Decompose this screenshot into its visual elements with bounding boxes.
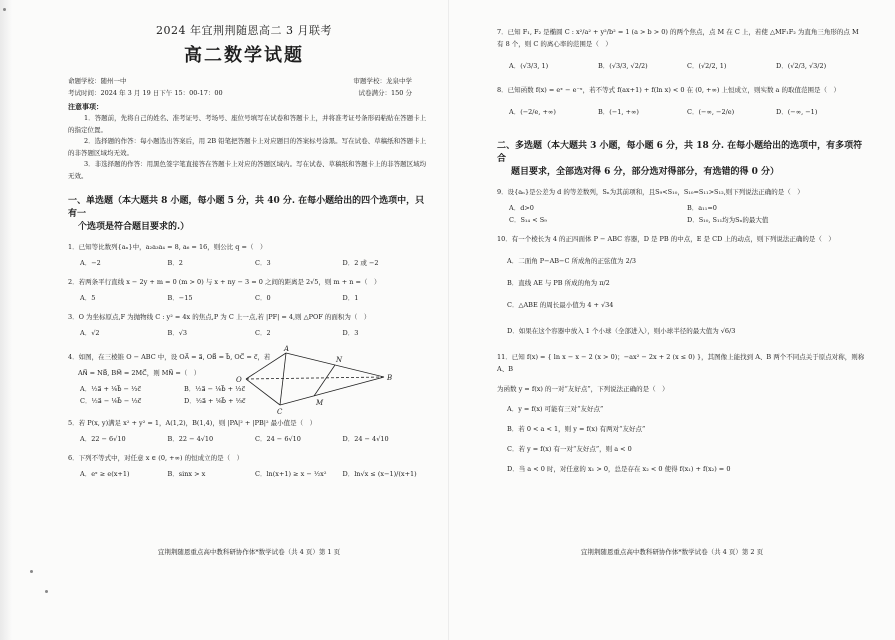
question-10-option-d: D．如果在这个容器中放入 1 个小球（全部进入），则小球半径的最大值为 √6/3 [507,327,736,335]
question-4-line2: AN⃗ = NB⃗, BM⃗ = 2MC⃗，则 MN⃗ =（ ） [78,368,201,377]
option-c: C．2 [255,328,271,337]
option-b: B．½a⃗ − ⅙b⃗ + ⅓c⃗ [184,384,246,393]
page-footer: 宜荆荆随恩重点高中教科研协作体*数学试卷（共 4 页）第 1 页 [157,548,341,556]
question-10-option-c: C．△ABE 的周长最小值为 4 + √34 [507,301,614,309]
notice-item-1: 1．答题前，先将自己的姓名、准考证号、考场号、座位号填写在试卷和答题卡上，并将准考证号条形码粘贴在答题卡上的指定位置。 [68,114,427,134]
label-n: N [336,356,343,364]
question-1: 1．已知等比数列{aₙ}中，a₂a₃a₄ = 8, a₆ = 16，则公比 q =（ ） [68,242,267,251]
question-4: 4．如图，在三棱锥 O − ABC 中，设 OA⃗ = a⃗, OB⃗ = b⃗, OC⃗ = c⃗，若 [68,352,271,361]
option-d: D．½a⃗ + ⅙b⃗ + ⅓c⃗ [184,396,246,405]
question-6: 6．下列不等式中，对任意 x ∈ (0, +∞) 的恒成立的是（ ） [68,453,244,462]
question-11-option-c: C．若 y = f(x) 有一对“友好点”，则 a < 0 [507,445,632,453]
question-1-options [68,257,430,269]
notice-title: 注意事项： [68,102,103,111]
question-9: 9．设{aₙ}是公差为 d 的等差数列，Sₙ为其前项和，且S₉<S₁₀，S₁₀=S₁₁>S₁₂,则下列说法正确的是（ ） [497,188,804,196]
option-a: A．½a⃗ + ⅙b⃗ − ⅓c⃗ [80,384,141,393]
option-a: A．(√3/3, 1) [509,62,549,70]
option-d: D．1 [342,293,359,302]
section-2-heading: 二、多选题（本大题共 3 小题，每小题 6 分，共 18 分. 在每小题给出的选项中，有多项符合 题目要求，全部选对得 6 分，部分选对得部分，有选错的得 0 分） [497,141,863,177]
question-8-options [497,106,865,118]
option-c: C．(−∞, −2/e) [687,108,735,116]
tetrahedron-figure [232,345,412,415]
exam-subject-title: 高二数学试题 [184,45,304,66]
edge-ob [246,377,384,379]
page-footer: 宜荆荆随恩重点高中教科研协作体*数学试卷（共 4 页）第 2 页 [580,548,764,556]
exam-page-2 [448,0,895,640]
option-b: B．−15 [167,293,193,302]
edge-cb [280,377,384,405]
exam-title: 2024 年宜荆荆随恩高二 3 月联考 [156,24,332,37]
exam-time: 考试时间：2024 年 3 月 19 日下午 15：00-17：00 [68,89,223,97]
edge-oa [246,353,286,379]
label-c: C [277,408,283,415]
option-d: D．(√2/3, √3/2) [776,62,827,70]
section-1-heading: 一、单选题（本大题共 8 小题，每小题 5 分，共 40 分. 在每小题给出的四个选项中，只有一 个选项是符合题目要求的.） [68,195,425,232]
question-5-options [68,433,430,445]
option-b: B．sinx > x [167,469,206,478]
question-3: 3．O 为坐标原点,F 为抛物线 C : y² = 4x 的焦点,P 为 C 上一点,若 |PF| = 4,则 △POF 的面积为（ ） [68,312,371,321]
option-b: B．22 − 4√10 [167,434,214,443]
question-11-option-d: D．当 a < 0 时，对任意的 x₁ > 0，总是存在 x₂ < 0 使得 f(x₁) + f(x₂) = 0 [507,465,731,473]
option-d: D．ln√x ≤ (x−1)/(x+1) [342,469,417,478]
label-b: B [387,374,393,382]
meta-row-1 [68,75,430,87]
option-a: A．22 − 6√10 [80,434,126,443]
option-b: B．a₁₁=0 [687,204,717,212]
edge-oc [246,379,280,405]
question-3-options [68,327,430,339]
question-11-line2: 为函数 y = f(x) 的一对“友好点”，下列说法正确的是（ ） [497,385,669,393]
notice-item-3: 3．非选择题的作答：用黑色签字笔直接答在答题卡上对应的答题区域内。写在试卷、草稿纸和答题卡上的非答题区域均无效。 [68,160,427,180]
question-7: 7．已知 F₁, F₂ 是椭圆 C : x²/a² + y²/b² = 1 (a > b > 0) 的两个焦点，点 M 在 C 上，若使 △MF₁F₂ 为直角三角形的点 M 有 8 个，则 C 的离心率的范围是（ ） [497,28,859,48]
reviewing-school: 审题学校：龙泉中学 [353,77,412,85]
question-5: 5．若 P(x, y)满足 x² + y² = 1，A(1,2)，B(1,4)，则 |PA|² + |PB|² 最小值是（ ） [68,418,317,427]
question-10-option-a: A．二面角 P−AB−C 所成角的正弦值为 2/3 [507,257,637,265]
question-7-options [497,60,865,72]
option-a: A．−2 [80,258,101,267]
question-9-options [497,202,865,226]
edge-ac [280,353,286,405]
option-a: A．√2 [80,328,100,337]
question-2: 2．若两条平行直线 x − 2y + m = 0 (m > 0) 与 x + ny − 3 = 0 之间的距离是 2√5，则 m + n =（ ） [68,277,381,286]
option-a: A．5 [80,293,96,302]
option-d: D．2 或 −2 [342,258,379,267]
option-d: D．24 − 4√10 [342,434,389,443]
question-10: 10．有一个棱长为 4 的正四面体 P − ABC 容器，D 是 PB 的中点，E 是 CD 上的动点，则下列说法正确的是（ ） [497,235,835,243]
option-c: C．24 − 6√10 [255,434,301,443]
notice-item-2: 2．选择题的作答：每小题选出答案后，用 2B 铅笔把答题卡上对应题目的答案标号涂黑。写在试卷、草稿纸和答题卡上的非答题区域均无效。 [68,137,427,157]
option-c: C．½a⃗ − ⅙b⃗ − ⅓c⃗ [80,396,142,405]
question-11-option-b: B．若 0 < a < 1，则 y = f(x) 有两对“友好点” [507,425,646,433]
label-m: M [316,399,324,407]
option-a: A．(−2/e, +∞) [509,108,556,116]
question-11-option-a: A．y = f(x) 可能有三对“友好点” [507,405,604,413]
question-8: 8．已知函数 f(x) = eˣ − e⁻ˣ，若不等式 f(ax+1) + f(ln x) < 0 在 (0, +∞) 上恒成立，则实数 a 的取值范围是（ ） [497,86,840,94]
option-d: D．(−∞, −1) [776,108,818,116]
option-c: C．(√2/2, 1) [687,62,727,70]
proposing-school: 命题学校：随州一中 [68,77,127,85]
option-d: D．3 [342,328,359,337]
option-c: C．ln(x+1) ≥ x − ½x² [255,469,327,478]
question-11: 11．已知 f(x) = { ln x − x − 2 (x > 0)；−ax² − 2x + 2 (x ≤ 0) }，其图像上能找到 A、B 两个不同点关于原点对称，则称 A、B [497,353,865,373]
question-10-option-b: B．直线 AE 与 PB 所成的角为 π/2 [507,279,610,287]
option-c: C．0 [255,293,271,302]
option-d: D．S₁₀, S₁₁均为Sₙ的最大值 [687,216,769,224]
question-6-options [68,468,430,480]
option-a: A．eˣ ≥ e(x+1) [80,469,130,478]
option-c: C．S₁₄ < S₉ [509,216,547,224]
option-b: B．2 [167,258,183,267]
label-o: O [236,376,242,384]
option-a: A．d>0 [509,204,534,212]
option-c: C．3 [255,258,271,267]
option-b: B．√3 [167,328,188,337]
question-2-options [68,292,430,304]
option-b: B．(√3/3, √2/2) [598,62,648,70]
full-score: 试卷满分：150 分 [358,89,412,97]
option-b: B．(−1, +∞) [598,108,639,116]
meta-row-2 [68,87,430,99]
label-a: A [284,345,290,353]
